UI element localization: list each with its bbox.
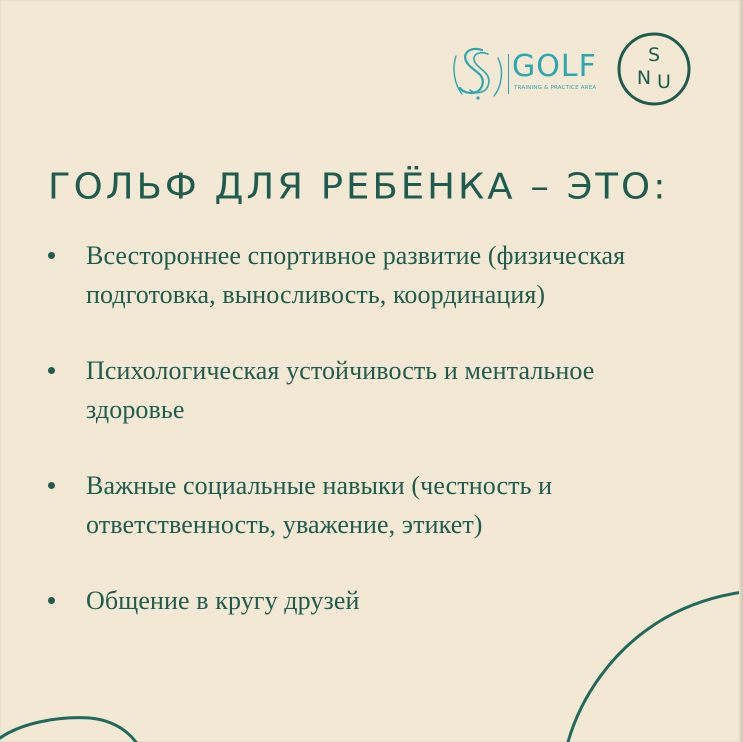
logo-divider <box>508 54 509 94</box>
list-item-text: Важные социальные навыки (честность и ответственность, уважение, этикет) <box>86 471 553 539</box>
snu-letter-n: N <box>636 67 652 89</box>
bullet-dot <box>48 252 55 259</box>
snu-letter-u: U <box>657 71 671 93</box>
list-item-text: Всестороннее спортивное развитие (физическая подготовка, выносливость, координация) <box>86 241 626 309</box>
golf-logo-tagline: TRAINING & PRACTICE AREA <box>514 85 597 91</box>
curve-bottom-left <box>0 718 136 742</box>
page-edge <box>739 0 743 742</box>
golf-logo <box>452 44 602 102</box>
list-item <box>44 351 694 429</box>
bullet-dot <box>48 482 55 489</box>
golf-s-emblem-icon <box>452 44 504 102</box>
bullet-dot <box>48 597 55 604</box>
list-item <box>44 466 694 544</box>
snu-letter-s: S <box>647 44 661 66</box>
list-item-text: Психологическая устойчивость и ментальное здоровье <box>86 356 595 424</box>
bullet-dot <box>48 367 55 374</box>
benefits-list <box>44 236 694 657</box>
list-item <box>44 236 694 314</box>
slide-title: ГОЛЬФ ДЛЯ РЕБЁНКА – ЭТО: <box>48 166 669 207</box>
list-item-text: Общение в кругу друзей <box>86 586 360 615</box>
list-item <box>44 581 694 620</box>
snu-logo <box>615 30 693 108</box>
golf-logo-word: GOLF <box>512 49 597 84</box>
